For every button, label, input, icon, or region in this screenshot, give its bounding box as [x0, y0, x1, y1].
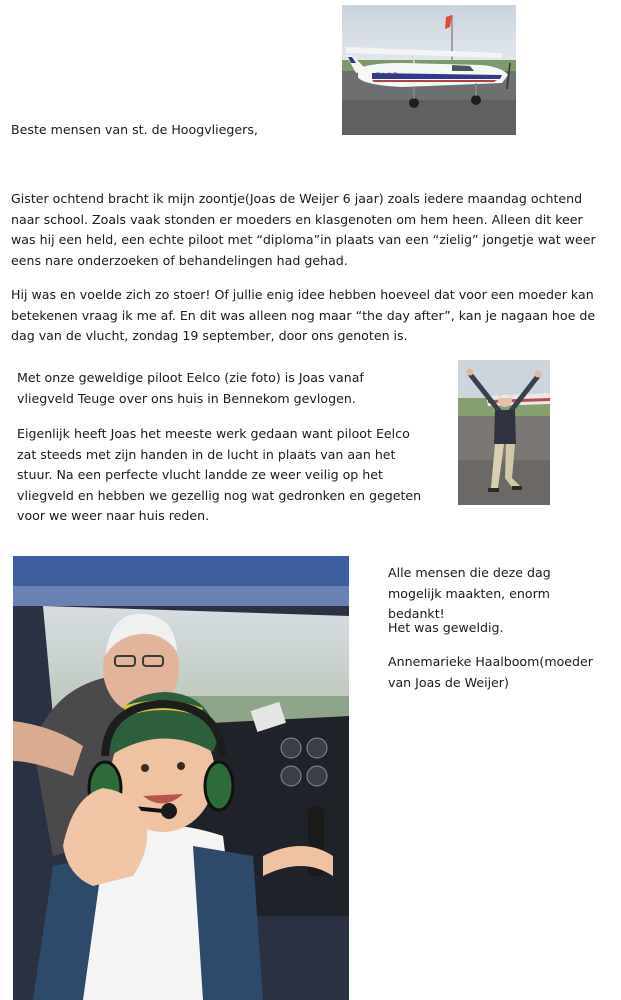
airplane-registration: PH-AVB: [376, 73, 398, 79]
greeting: Beste mensen van st. de Hoogvliegers,: [11, 122, 258, 137]
signature: Annemarieke Haalboom(moeder van Joas de Weijer): [388, 654, 593, 690]
paragraph-4: Eigenlijk heeft Joas het meeste werk gedaan want piloot Eelco zat steeds met zijn handen in de lucht in plaats van aan het stuur. Na een perfecte vlucht landde ze weer veilig op het vliegveld en hebben we gezellig nog wat gedronken en gegeten voor we weer naar huis reden.: [17, 426, 422, 523]
pilot-photo: [458, 360, 550, 505]
paragraph-2: Hij was en voelde zich zo stoer! Of jullie enig idee hebben hoeveel dat voor een moeder kan betekenen vraag ik me af. En dit was alleen nog maar “the day after”, kan je nagaan hoe de dag van de vlucht, zondag 19 september, door ons genoten is.: [11, 287, 596, 343]
paragraph-3: Met onze geweldige piloot Eelco (zie foto) is Joas vanaf vliegveld Teuge over ons huis in Bennekom gevlogen.: [17, 370, 364, 406]
cockpit-photo: [13, 556, 349, 1000]
closing-text: Het was geweldig.: [388, 620, 504, 635]
airplane-photo: [342, 5, 516, 135]
paragraph-1: Gister ochtend bracht ik mijn zoontje(Joas de Weijer 6 jaar) zoals iedere maandag ochtend naar school. Zoals vaak stonden er moeders en klasgenoten om hem heen. Alleen dit keer was hij een held, een echte piloot met “diploma”in plaats van een “zielig” jongetje wat weer eens nare onderzoeken of behandelingen had gehad.: [11, 191, 596, 268]
thanks-text: Alle mensen die deze dag mogelijk maakten, enorm bedankt!: [388, 565, 551, 621]
